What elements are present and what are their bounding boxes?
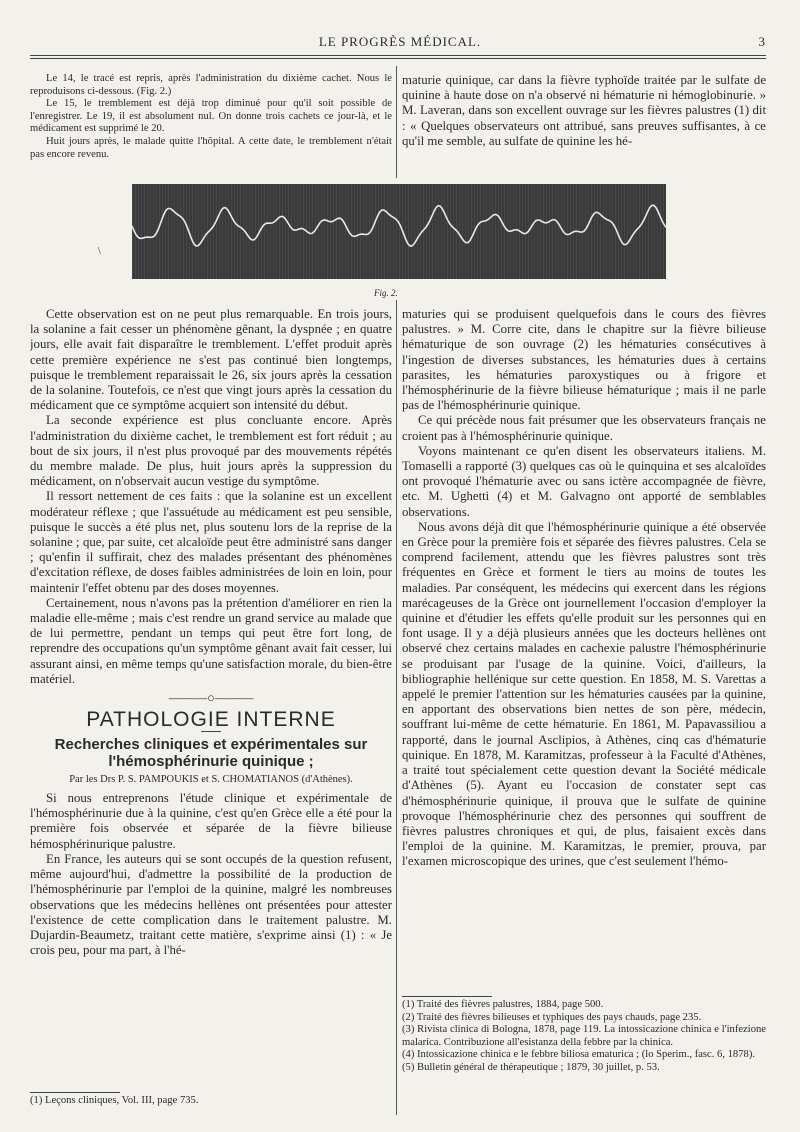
article-byline: Par les Drs P. S. PAMPOUKIS et S. CHOMATIANOS (d'Athènes). [69, 774, 353, 786]
figure-caption: Fig. 2. [374, 288, 398, 298]
footnote-rule [30, 1092, 120, 1093]
right-main-column [402, 307, 766, 990]
footnote: (1) Traité des fièvres palustres, 1884, page 500. [402, 999, 604, 1010]
title-rule [201, 731, 221, 732]
page-number: 3 [758, 34, 766, 49]
right-footnotes [402, 992, 766, 1117]
left-main-column [30, 307, 392, 1092]
footnote: (5) Bulletin général de thérapeutique ; 1879, 30 juillet, p. 53. [402, 1061, 660, 1073]
header-rule-double [30, 58, 766, 59]
figure-mark: \ [98, 246, 101, 257]
paragraph: Cette observation est on ne peut plus remarquable. En trois jours, la solanine a fait cesser un phénomène gênant, la dyspnée ; en quatre jours, elle avait fait disparaître le tremblement. L'effet produit après cette première expérience ne s'est pas continué bien longtemps, puisque le tremblement reparaissait le 26, six jours après la cessation de la solanine. Toutefois, ce n'est que vingt jours après la cessation du médicament que ce symptôme acquiert son intensité du début. [30, 307, 392, 413]
column-divider-top [396, 66, 397, 178]
right-top-block [402, 73, 766, 177]
column-divider-main [396, 300, 397, 1115]
paragraph: La seconde expérience est plus concluante encore. Après l'administration du dixième cachet, le tremblement est fort réduit ; au bout de six jours, il n'est plus provoqué par des mouvements répétés du membre malade. De plus, huit jours après la suppression du médicament, on n'observait aucun vestige du symptôme. [30, 413, 392, 489]
paragraph: Le 15, le tremblement est déjà trop diminué pour qu'il soit possible de l'enregistrer. Le 19, il est absolument nul. On donne trois cachets ce jour-là, et le médicament est supprimé le 20. [30, 98, 392, 135]
tremor-trace-figure [132, 184, 666, 279]
paragraph: Voyons maintenant ce qu'en disent les observateurs italiens. M. Tomaselli a rapporté (3) quelques cas où le quinquina et ses alcaloïdes ont provoqué l'hématurie avec ou sans ictère accompagnée de fièvre, etc. M. Ughetti (4) et M. Galvagno ont apporté de semblables observations. [402, 443, 766, 519]
footnote: (1) Leçons cliniques, Vol. III, page 735. [30, 1095, 199, 1106]
paragraph: maturies qui se produisent quelquefois dans le cours des fièvres palustres. » M. Corre cite, dans le chapitre sur la fièvre bilieuse hématurique de son ouvrage (2) les hématuries consécutives à l'ingestion de diverses substances, les hématuries dues à certains parasites, les hématuries paroxystiques ou à frigore et l'hémosphérinurie de la fièvre bilieuse hématurique ; mais il ne parle pas de l'hémosphérinurie quinique. [402, 307, 766, 413]
page-header [30, 34, 770, 54]
header-rule [30, 55, 766, 56]
paragraph: Ce qui précède nous fait présumer que les observateurs français ne croient pas à l'hémosphérinurie quinique. [402, 413, 766, 443]
paragraph: Si nous entreprenons l'étude clinique et expérimentale de l'hémosphérinurie due à la quinine, c'est qu'en Grèce elle a été pour la première fois observée et séparée de la fièvre bilieuse hémosphérinurique palustre. [30, 791, 392, 851]
section-title: PATHOLOGIE INTERNE [86, 708, 336, 732]
footnote: (2) Traité des fièvres bilieuses et typhiques des pays chauds, page 235. [402, 1011, 702, 1023]
article-title: Recherches cliniques et expérimentales sur l'hémosphérinurie quinique ; [54, 736, 368, 771]
footnote-rule [402, 996, 492, 997]
paragraph: maturie quinique, car dans la fièvre typhoïde traitée par le sulfate de quinine à haute dose on n'a observé ni hématurie ni hémoglobinurie. » M. Laveran, dans son excellent ouvrage sur les fièvres palustres (1) dit : « Quelques observateurs ont attribué, sans preuves suffisantes, à ce qu'il me semble, au sulfate de quinine les hé- [402, 73, 766, 148]
tremor-trace-icon [132, 184, 666, 279]
footnote: (4) Intossicazione chinica e le febbre biliosa ematurica ; (lo Sperim., fasc. 6, 1878). [402, 1049, 755, 1061]
paragraph: Il ressort nettement de ces faits : que la solanine est un excellent modérateur réflexe ; que l'assuétude au médicament est peu sensible, puisque le succès a été plus net, plus soutenu lors de la reprise de la solanine ; que, par suite, cet alcaloïde peut être administré sans danger ; qu'enfin il suffirait, chez des malades présentant des phénomènes d'excitation réflexe, de doses faibles administrées de loin en loin, pour maintenir l'effet obtenu par des doses moyennes. [30, 489, 392, 595]
running-title: LE PROGRÈS MÉDICAL. [318, 34, 482, 49]
ornament: ———○——— [168, 691, 254, 706]
paragraph: Nous avons déjà dit que l'hémosphérinurie quinique a été observée en Grèce pour la première fois et séparée des fièvres palustres. Cela se comprend facilement, attendu que les fièvres palustres sont très fréquentes en Grèce et forment le tiers au moins de toutes les maladies. Par conséquent, les médecins qui exercent dans les régions marécageuses de la Grèce ont journellement l'occasion d'employer la quinine et d'étudier les effets qu'elle produit sur les personnes qui en font usage. Il y a déjà plusieurs années que les docteurs hellènes ont observé chez certains malades en cachexie palustre l'hémosphérinurie se produisant par l'usage de la quinine. Voici, d'ailleurs, la bibliographie hellénique sur cette question. En 1858, M. S. Varettas a appelé le premier l'attention sur les hématuries causées par la quinine, en apportant des observations bien nettes de son père, médecin, souffrant lui-même de cette hématurie. En 1861, M. Papavassiliou a rapporté, dans le journal Asclipios, à Athènes, cinq cas d'hématurie quinique. En 1878, M. Karamitzas, professeur à la Faculté d'Athènes, a traité tout spécialement cette question devant la Société médicale d'Athènes (5). Ayant eu l'occasion de constater sept cas d'hémosphérinurie quinique, il prouva que le sulfate de quinine provoque l'hémosphérinurie chez des personnes qui souffrent de fièvres palustres chroniques et qui, de plus, faisaient excès dans l'emploi de la quinine. M. Karamitzas, le premier, prouva, par l'examen microscopique des urines, que c'est seulement l'hémo- [402, 519, 766, 869]
paragraph: Certainement, nous n'avons pas la prétention d'améliorer en rien la maladie elle-même ; mais c'est rendre un grand service au malade que de lui permettre, pendant un temps qui peut être fort long, de reprendre des occupations qu'un symptôme gênant avait fait cesser, lui assurant ainsi, en même temps qu'une satisfaction morale, du bien-être matériel. [30, 595, 392, 686]
paragraph: Le 14, le tracé est repris, après l'administration du dixième cachet. Nous le reproduisons ci-dessous. (Fig. 2.) [30, 73, 392, 97]
paragraph: En France, les auteurs qui se sont occupés de la question refusent, même aujourd'hui, d'admettre la possibilité de la production de l'hémosphérinurie par l'emploi de la quinine, malgré les nombreuses observations que les médecins hellènes ont présentées pour attester l'existence de cette complication dans le traitement palustre. M. Dujardin-Beaumetz, traitant cette matière, s'exprime ainsi (1) : « Je crois peu, pour ma part, à l'hé- [30, 851, 392, 958]
footnote: (3) Rivista clinica di Bologna, 1878, page 119. La intossicazione chinica e l'infezione malarica. Contribuzione all'esistanza della febbre par la chinica. [402, 1024, 766, 1048]
left-footnotes [30, 1095, 392, 1116]
paragraph: Huit jours après, le malade quitte l'hôpital. A cette date, le tremblement n'était pas encore revenu. [30, 135, 392, 160]
left-top-block [30, 73, 392, 177]
